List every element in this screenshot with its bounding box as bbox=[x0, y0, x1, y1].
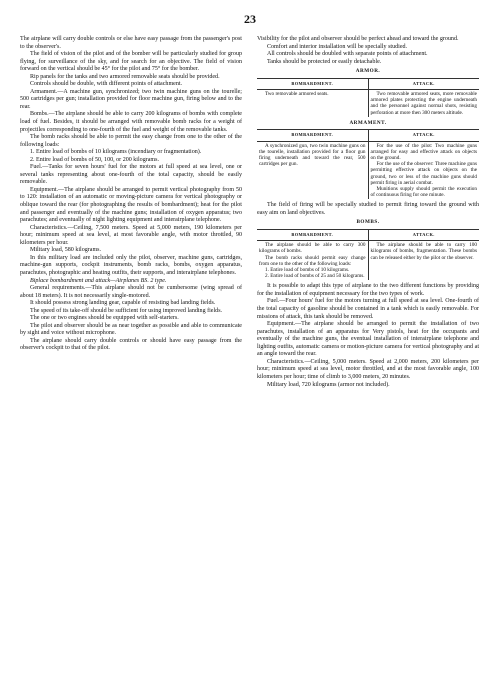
paragraph: It should possess strong landing gear, capable of resisting bad landing fields. bbox=[30, 300, 216, 307]
table-cell bbox=[257, 241, 368, 281]
table-cell bbox=[257, 141, 368, 199]
paragraph: 2. Entire load of bombs of 50, 100, or 200 kilograms. bbox=[30, 156, 159, 163]
paragraph: The field of firing will be specially studied to permit firing toward the ground with easy aim on land objectives. bbox=[257, 202, 479, 216]
cell-text: The airplane should be able to carry 300 kilograms of bombs. bbox=[259, 242, 366, 255]
cell-text: The bomb racks should permit easy change from one to the other of the following loads: bbox=[259, 254, 366, 267]
paragraph: The one or two engines should be equipped with self-starters. bbox=[30, 315, 179, 322]
bombs-table bbox=[257, 229, 479, 280]
column-header: BOMBARDMENT. bbox=[257, 229, 368, 240]
cell-text: The airplane should be able to carry 100 kilograms of bombs, fragmentation. These bombs can be released either by the pilot or the observer. bbox=[370, 242, 477, 261]
armor-table bbox=[257, 78, 479, 117]
paragraph: In this military load are included only the pilot, observer, machine guns, cartridges, machine-gun supports, cockpit instruments, bomb racks, bombs, oxygen apparatus, parachutes, photographic and heating outfits, their supports, and interairplane telephones. bbox=[20, 254, 242, 276]
cell-text: A synchronized gun, two twin machine guns on the tourelle, installation provided for a floor gun firing underneath and toward the rear, 500 cartridges per gun. bbox=[259, 142, 366, 168]
paragraph: Rip panels for the tanks and two armored removable seats should be provided. bbox=[30, 73, 220, 80]
paragraph: Military load, 580 kilograms. bbox=[30, 247, 102, 254]
paragraph: 1. Entire load of bombs of 10 kilograms (incendiary or fragmentation). bbox=[30, 149, 202, 156]
paragraph: The field of vision of the pilot and of the bomber will be particularly studied for group flying, for surveillance of the sky, and for search for an objective. The field of vision forward on the vertical should be 45° for the pilot and 75° for the bomber. bbox=[20, 51, 242, 73]
paragraph: Military load, 720 kilograms (armor not included). bbox=[267, 381, 390, 388]
column-header: BOMBARDMENT. bbox=[257, 130, 368, 141]
armament-table bbox=[257, 129, 479, 199]
column-header: ATTACK. bbox=[368, 78, 479, 89]
section-heading: Biplace bombardment and attack—Airplanes BS. 2 type. bbox=[30, 277, 167, 284]
armor-heading: ARMOR. bbox=[355, 68, 381, 75]
paragraph: Characteristics.—Ceiling, 7,500 meters. Speed at 5,000 meters, 190 kilometers per hour; minimum speed at sea level, at most favorable angle, with motor throttled, 90 kilometers per hour. bbox=[20, 224, 242, 246]
paragraph: The bomb racks should be able to permit the easy change from one to the other of the following loads: bbox=[20, 134, 242, 148]
paragraph: Comfort and interior installation will be specially studied. bbox=[267, 43, 408, 50]
right-column bbox=[257, 36, 479, 389]
paragraph: Tanks should be protected or easily detachable. bbox=[267, 58, 382, 65]
paragraph: The speed of its take-off should be sufficient for using improved landing fields. bbox=[30, 307, 223, 314]
bombs-heading: BOMBS. bbox=[356, 219, 380, 226]
column-header: ATTACK. bbox=[368, 130, 479, 141]
page-number: 23 bbox=[244, 12, 256, 26]
paragraph: The pilot and observer should be as near together as possible and able to communicate by sight and voice without microphone. bbox=[20, 322, 242, 337]
paragraph: Armament.—A machine gun, synchronized; two twin machine guns on the tourelle; 500 cartridges per gun; installation provided for floor machine gun, firing below and to the rear. bbox=[20, 88, 242, 110]
paragraph: Equipment.—The airplane should be arranged to permit the installation of two parachutes, installation of an apparatus for Very pistols, heat for the occupants and eventually of the machine guns, the eventual installation of interairplane telephone and lighting outfits, automatic camera or motion-picture camera for vertical photography and at an angle toward the rear. bbox=[257, 321, 479, 358]
cell-text: Two removable armored seats, more removable armored plates protecting the engine underneath and the personnel against normal shots, resisting perforation at more then 300 meters altitude. bbox=[370, 90, 477, 116]
cell-text: For the use of the pilot: Two machine guns arranged for easy and effective attack on objects on the ground. bbox=[370, 142, 477, 161]
column-header: ATTACK. bbox=[368, 229, 479, 240]
table-cell bbox=[368, 241, 479, 281]
paragraph: Fuel.—Tanks for seven hours' fuel for the motors at full speed at sea level, one or several tanks representing about one-fourth of the total capacity, should be easily removable. bbox=[20, 164, 242, 186]
paragraph: It is possible to adapt this type of airplane to the two different functions by providing for the installation of equipment necessary for the two types of work. bbox=[257, 283, 479, 297]
cell-text: Munitions supply should permit the execution of continuous firing for one minute. bbox=[370, 185, 477, 199]
paragraph: Controls should be double, with different points of attachment. bbox=[30, 81, 183, 88]
paragraph: The airplane should carry double controls or should have easy passage from the observer's cockpit to that of the pilot. bbox=[20, 337, 242, 352]
cell-text: For the use of the observer: Three machine guns permitting effective attack on objects on the ground, two or less of the machine guns should permit firing in aerial combat. bbox=[370, 161, 477, 186]
cell-text: 1. Entire load of bombs of 10 kilograms. bbox=[265, 266, 350, 273]
armament-heading: ARMAMENT. bbox=[349, 119, 387, 126]
table-cell bbox=[368, 89, 479, 116]
paragraph: Fuel.—Four hours' fuel for the motors turning at full speed at sea level. One-fourth of the total capacity of gasoline should be contained in a tank which is easily removable. For missions of attack, this tank should be removed. bbox=[257, 298, 479, 320]
cell-text: Two removable armored seats. bbox=[265, 90, 329, 97]
paragraph: Equipment.—The airplane should be arranged to permit vertical photography from 50 to 120: installation of an automatic or moving-picture camera for vertical photography or oblique toward the rear (for photographing the results of bombardment); heat for the pilot and passenger and eventually of the machine guns; installation of oxygen apparatus; two parachutes; and eventually of night lighting equipment and interairplane telephone. bbox=[20, 186, 242, 224]
paragraph: Bombs.—The airplane should be able to carry 200 kilograms of bombs with complete load of fuel. Besides, it should be arranged with removable bomb racks for a weight of projectiles corresponding to one-fourth of the fuel and weight of the removable tanks. bbox=[20, 111, 242, 133]
table-cell bbox=[368, 141, 479, 199]
paragraph: All controls should be doubled with separate points of attachment. bbox=[267, 51, 428, 58]
paragraph: Characteristics.—Ceiling, 5,000 meters. Speed at 2,000 meters, 200 kilometers per hour; minimum speed at sea level, motor throttled, and at the most favorable angle, 100 kilometers per hour; time of climb to 3,000 meters, 20 minutes. bbox=[257, 358, 479, 380]
table-cell bbox=[257, 89, 368, 116]
paragraph: General requirements.—This airplane should not be cumbersome (wing spread of about 18 meters). It is not necessarily single-motored. bbox=[20, 285, 242, 299]
paragraph: Visibility for the pilot and observer should be perfect ahead and toward the ground. bbox=[257, 36, 459, 42]
paragraph: The airplane will carry double controls or else have easy passage from the passenger's post to the observer's. bbox=[20, 36, 242, 50]
column-header: BOMBARDMENT. bbox=[257, 78, 368, 89]
left-column bbox=[20, 36, 242, 353]
cell-text: 2. Entire load of bombs of 25 and 50 kilograms. bbox=[265, 273, 365, 280]
